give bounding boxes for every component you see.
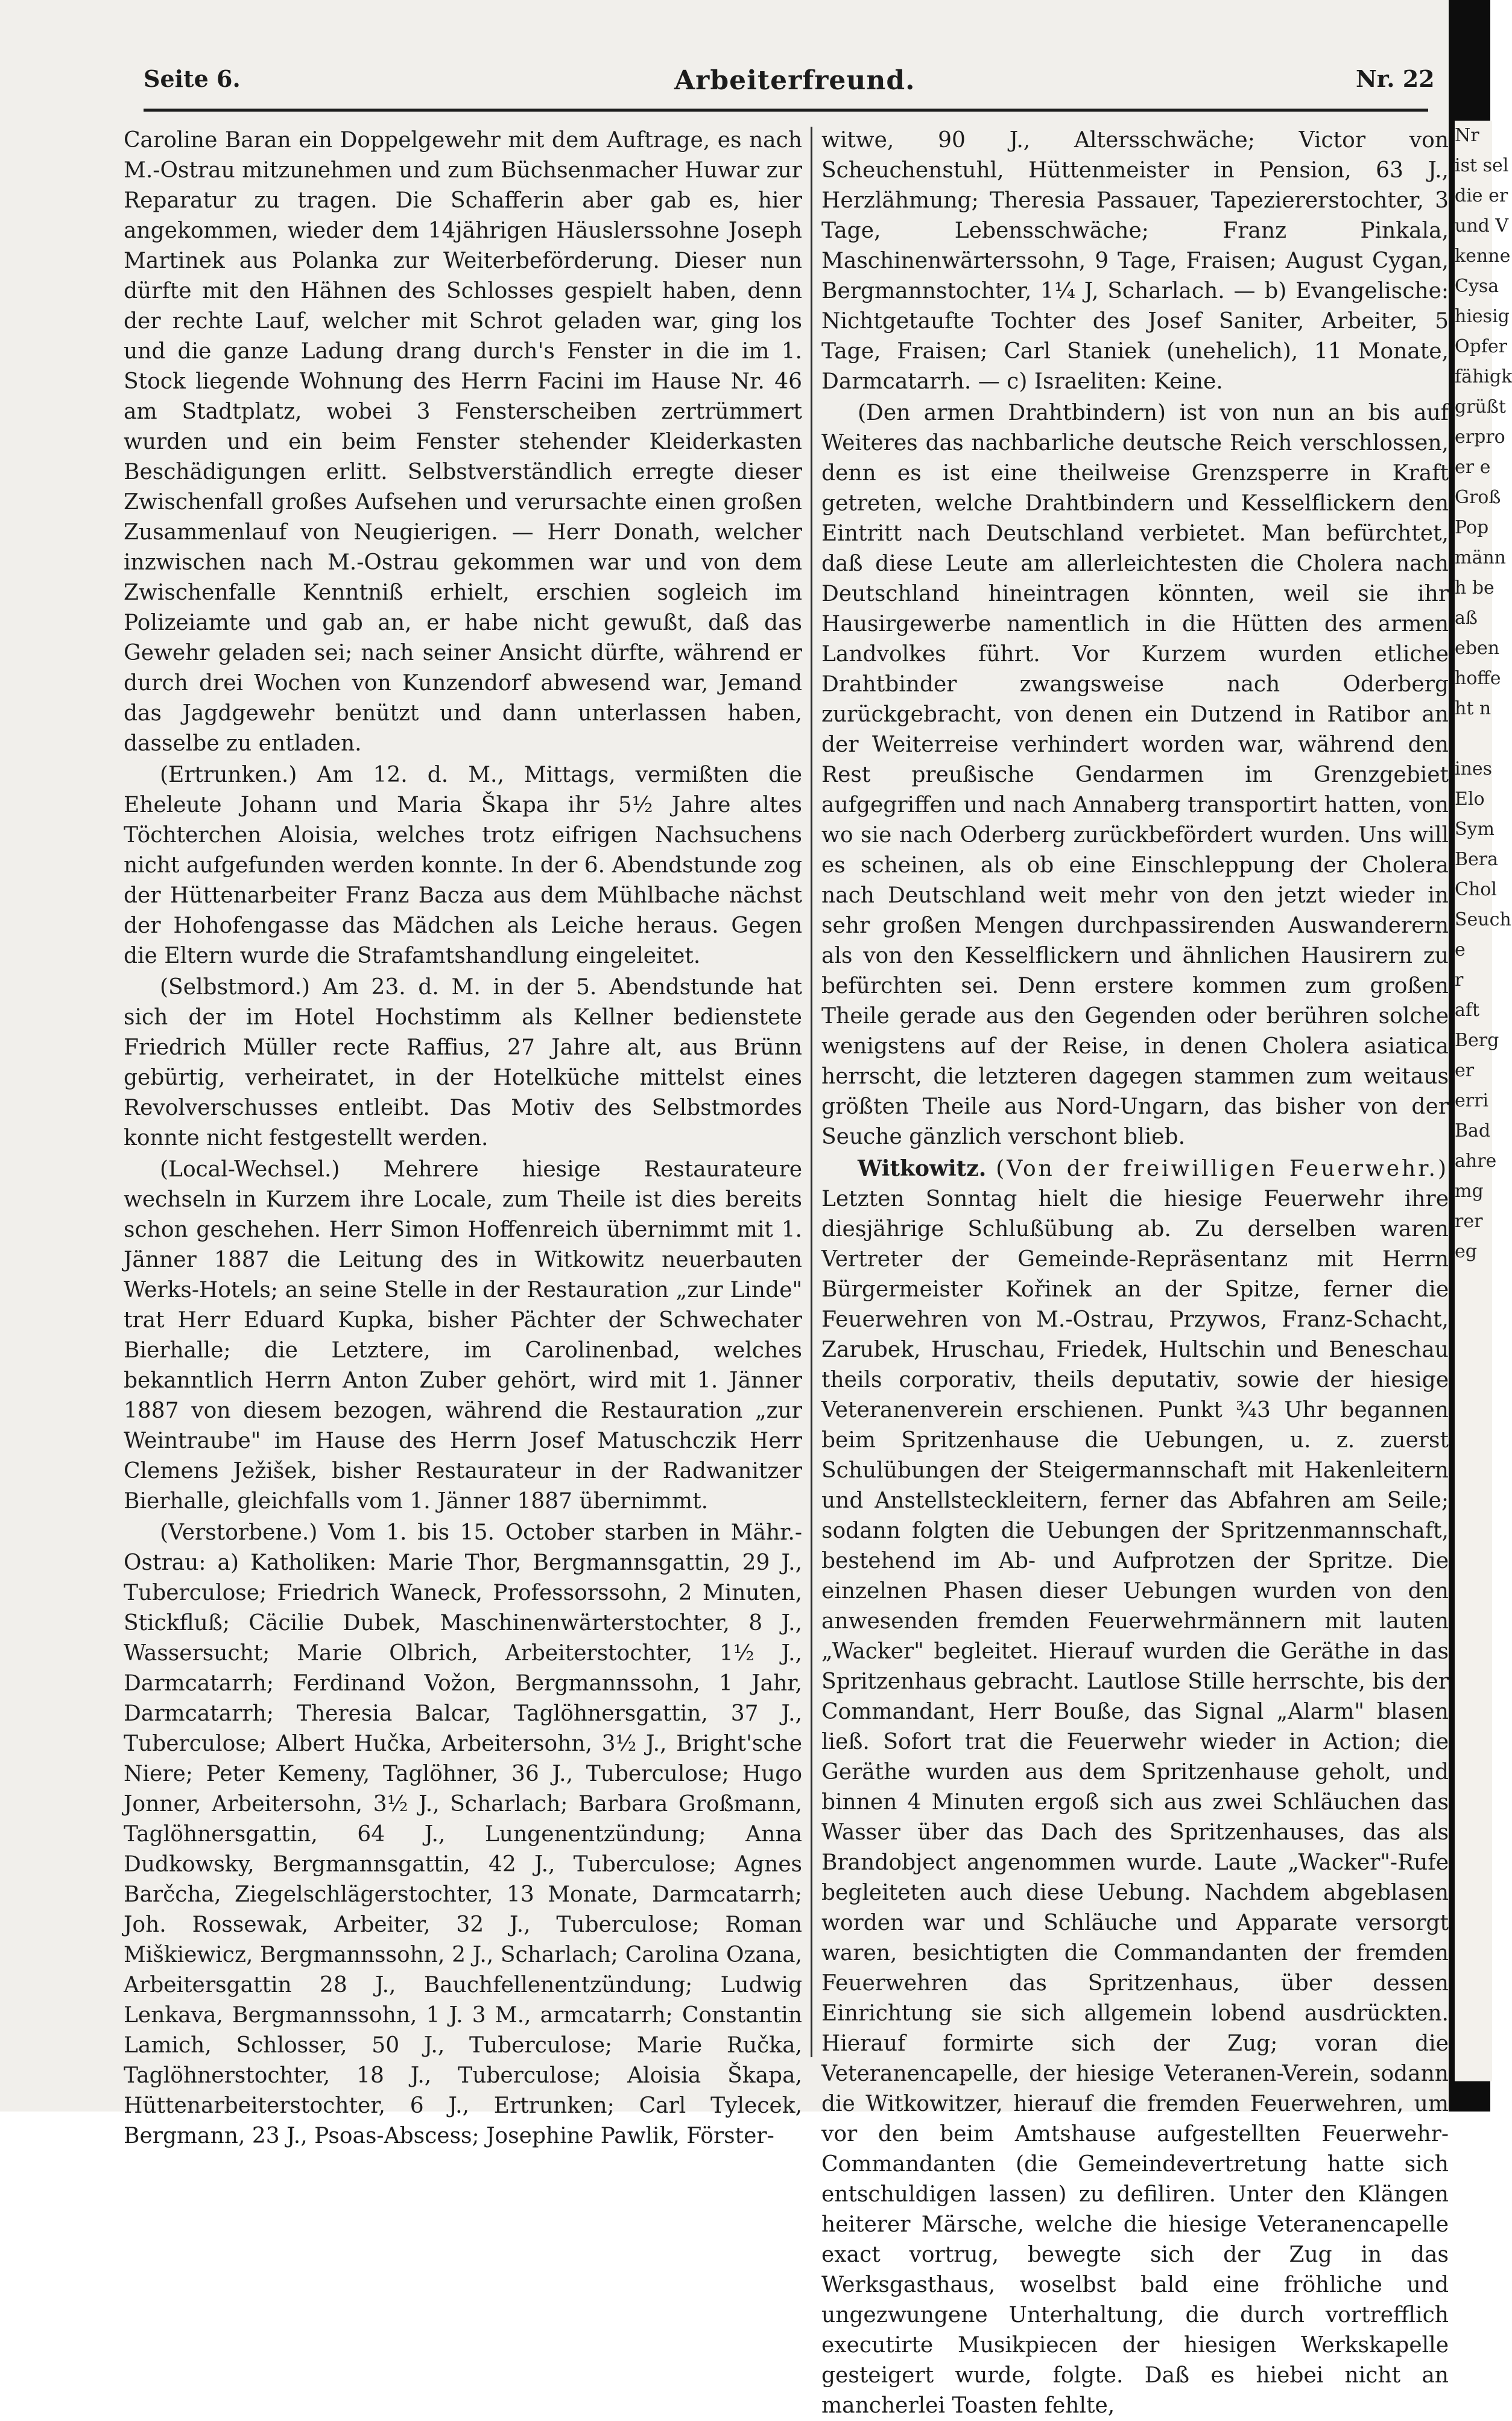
newspaper-title: Arbeiterfreund. [674, 65, 916, 96]
adjacent-page-strip [1455, 121, 1512, 2081]
article-paragraph: (Den armen Drahtbindern) ist von nun an bis auf Weiteres das nachbarliche deutsche Reich verschlossen, denn es ist eine theilweise Grenzsperre in Kraft getreten, welche Drahtbindern und Kesselflickern den Eintritt nach Deutschland verbietet. Man befürchtet, daß diese Leute am allerleichtesten die Cholera nach Deutschland hineintragen könnten, weil sie ihr Hausirgewerbe namentlich in die Hütten des armen Landvolkes führt. Vor Kurzem wurden etliche Drahtbinder zwangsweise nach Oderberg zurückgebracht, von denen ein Dutzend in Ratibor an der Weiterreise verhindert worden war, während den Rest preußische Gendarmen im Grenzgebiet aufgegriffen und nach Annaberg transportirt hatten, von wo sie nach Oderberg zurückbefördert wurden. Uns will es scheinen, als ob eine Einschleppung der Cholera nach Deutschland weit mehr von den jetzt wieder in sehr großen Mengen durchpassirenden Auswanderern als von den Kesselflickern und ähnlichen Hausirern zu befürchten sei. Denn erstere kommen zum großen Theile gerade aus den Gegenden oder berühren solche wenigstens auf der Reise, in denen Cholera asiatica herrscht, die letzteren dagegen stammen zum weitaus größten Theile aus Nord-Ungarn, das bisher von der Seuche gänzlich verschont blieb. [821, 401, 1449, 1149]
adjacent-page-fragment: Opfer [1455, 336, 1507, 357]
adjacent-page-fragment: Pop [1455, 517, 1489, 538]
column-divider [811, 127, 812, 2057]
page-number: Seite 6. [144, 65, 241, 92]
adjacent-page-fragment: die er [1455, 185, 1508, 206]
adjacent-page-fragment: eg [1455, 1241, 1477, 1262]
adjacent-page-fragment: h be [1455, 577, 1495, 598]
article-paragraph: (Verstorbene.) Vom 1. bis 15. October starben in Mähr.-Ostrau: a) Katholiken: Marie Thor, Bergmannsgattin, 29 J., Tuberculose; Friedrich Waneck, Professorssohn, 2 Minuten, Stickfluß; Cäcilie Dubek, Maschinenwärterstochter, 8 J., Wassersucht; Marie Olbrich, Arbeiterstochter, 1½ J., Darmcatarrh; Ferdinand Vožon, Bergmannssohn, 1 Jahr, Darmcatarrh; Theresia Balcar, Taglöhnersgattin, 37 J., Tuberculose; Albert Hučka, Arbeitersohn, 3½ J., Bright'sche Niere; Peter Kemeny, Taglöhner, 36 J., Tuberculose; Hugo Jonner, Arbeitersohn, 3½ J., Scharlach; Barbara Großmann, Taglöhnersgattin, 64 J., Lungenentzündung; Anna Dudkowsky, Bergmannsgattin, 42 J., Tuberculose; Agnes Barčcha, Ziegelschlägerstochter, 13 Monate, Darmcatarrh; Joh. Rossewak, Arbeiter, 32 J., Tuberculose; Roman Miškiewicz, Bergmannssohn, 2 J., Scharlach; Carolina Ozana, Arbeitersgattin 28 J., Bauchfellenentzündung; Ludwig Lenkava, Bergmannssohn, 1 J. 3 M., armcatarrh; Constantin Lamich, Schlosser, 50 J., Tuberculose; Marie Ručka, Taglöhnerstochter, 18 J., Tuberculose; Aloisia Škapa, Hüttenarbeiterstochter, 6 J., Ertrunken; Carl Tylecek, Bergmann, 23 J., Psoas-Abscess; Josephine Pawlik, Förster- [124, 1520, 802, 2148]
adjacent-page-fragment [1455, 724, 1492, 754]
adjacent-page-fragment: Chol [1455, 879, 1497, 900]
adjacent-page-fragment: rer [1455, 1211, 1483, 1232]
adjacent-page-fragment: erpro [1455, 427, 1505, 448]
adjacent-page-fragment: ines [1455, 758, 1493, 779]
witkowitz-article [821, 1153, 1449, 2421]
article-heading: (Von der freiwilligen Feuerwehr.) [996, 1157, 1449, 1181]
adjacent-page-fragment: eben [1455, 638, 1500, 659]
adjacent-page-fragment: ht n [1455, 698, 1491, 719]
page-header [144, 65, 1454, 107]
article-paragraph: (Selbstmord.) Am 23. d. M. in der 5. Abendstunde hat sich der im Hotel Hochstimm als Kellner bedienstete Friedrich Müller recte Raffius, 27 Jahre alt, aus Brünn gebürtig, verheiratet, in der Hotelküche mittelst eines Revolverschusses entleibt. Das Motiv des Selbstmordes konnte nicht festgestellt werden. [124, 975, 802, 1150]
adjacent-page-fragment: Nr [1455, 125, 1479, 146]
adjacent-page-fragment: hiesig [1455, 306, 1510, 327]
adjacent-page-fragment: Groß [1455, 487, 1501, 508]
adjacent-page-fragment: Bera [1455, 849, 1499, 870]
adjacent-page-fragment: ahre [1455, 1150, 1497, 1172]
adjacent-page-fragment: Elo [1455, 788, 1485, 810]
adjacent-page-fragment: aß [1455, 608, 1478, 629]
article-paragraph: (Local-Wechsel.) Mehrere hiesige Restaurateure wechseln in Kurzem ihre Locale, zum Theile ist dies bereits schon geschehen. Herr Simon Hoffenreich übernimmt mit 1. Jänner 1887 die Leitung des in Witkowitz neuerbauten Werks-Hotels; an seine Stelle in der Restauration „zur Linde" trat Herr Eduard Kupka, bisher Pächter der Schwechater Bierhalle; die Letztere, im Carolinenbad, welches bekanntlich Herrn Anton Zuber gehört, wird mit 1. Jänner 1887 von diesem bezogen, während die Restauration „zur Weintraube" im Hause des Herrn Josef Matuschczik Herr Clemens Ježišek, bisher Restaurateur in der Radwanitzer Bierhalle, gleichfalls vom 1. Jänner 1887 übernimmt. [124, 1157, 802, 1514]
adjacent-page-fragment: Cysa [1455, 276, 1499, 297]
adjacent-page-fragment: ist sel [1455, 155, 1509, 176]
article-paragraph: witwe, 90 J., Altersschwäche; Victor von Scheuchenstuhl, Hüttenmeister in Pension, 63 J., Herzlähmung; Theresia Passauer, Tapeziererstochter, 3 Tage, Lebensschwäche; Franz Pinkala, Maschinenwärterssohn, 9 Tage, Fraisen; August Cygan, Bergmannstochter, 1¼ J, Scharlach. — b) Evangelische: Nichtgetaufte Tochter des Josef Saniter, Arbeiter, 5 Tage, Fraisen; Carl Staniek (unehelich), 11 Monate, Darmcatarrh. — c) Israeliten: Keine. [821, 128, 1449, 394]
adjacent-page-fragment: mg [1455, 1181, 1484, 1202]
adjacent-page-fragment: erri [1455, 1090, 1489, 1111]
place-heading: Witkowitz. [858, 1156, 987, 1181]
article-paragraph: (Ertrunken.) Am 12. d. M., Mittags, vermißten die Eheleute Johann und Maria Škapa ihr 5½ Jahre altes Töchterchen Aloisia, welches trotz eifrigen Nachsuchens nicht aufgefunden werden konnte. In der 6. Abendstunde zog der Hüttenarbeiter Franz Bacza aus dem Mühlbache nächst der Hohofengasse das Mädchen als Leiche heraus. Gegen die Eltern wurde die Strafamtshandlung eingeleitet. [124, 763, 802, 968]
adjacent-page-fragment: Berg [1455, 1030, 1499, 1051]
adjacent-page-fragment: e [1455, 939, 1466, 960]
right-column [821, 125, 1449, 2418]
adjacent-page-fragment: er e [1455, 457, 1491, 478]
left-column [124, 125, 802, 2148]
adjacent-page-fragment: kenne [1455, 246, 1511, 267]
adjacent-page-fragment: er [1455, 1060, 1475, 1081]
adjacent-page-fragment: hoffe [1455, 668, 1501, 689]
adjacent-page-fragment: männ [1455, 547, 1506, 568]
adjacent-page-fragment: r [1455, 969, 1464, 991]
adjacent-page-fragment: grüßt [1455, 396, 1506, 417]
adjacent-page-fragment: aft [1455, 1000, 1480, 1021]
adjacent-page-fragment: Seuch [1455, 909, 1511, 930]
header-rule [144, 109, 1428, 112]
adjacent-page-fragment: fähigk [1455, 366, 1512, 387]
adjacent-page-fragment: und V [1455, 215, 1509, 236]
issue-number: Nr. 22 [1356, 65, 1435, 92]
article-body: Letzten Sonntag hielt die hiesige Feuerwehr ihre diesjährige Schlußübung ab. Zu derselben waren Vertreter der Gemeinde-Repräsentanz mit Herrn Bürgermeister Kořinek an der Spitze, ferner die Feuerwehren von M.-Ostrau, Przywos, Franz-Schacht, Zarubek, Hruschau, Friedek, Hultschin und Beneschau theils corporativ, theils deputativ, sowie der hiesige Veteranenverein erschienen. Punkt ¾3 Uhr begannen beim Spritzenhause die Uebungen, u. z. zuerst Schulübungen der Steigermannschaft mit Hakenleitern und Anstellsteckleitern, ferner das Abfahren am Seile; sodann folgten die Uebungen der Spritzenmannschaft, bestehend im Ab- und Aufprotzen der Spritze. Die einzelnen Phasen dieser Uebungen wurden von den anwesenden fremden Feuerwehrmännern mit lauten „Wacker" begleitet. Hierauf wurden die Geräthe in das Spritzenhaus gebracht. Lautlose Stille herrschte, bis der Commandant, Herr Bouße, das Signal „Alarm" blasen ließ. Sofort trat die Feuerwehr wieder in Action; die Geräthe wurden aus dem Spritzenhause geholt, und binnen 4 Minuten ergoß sich aus zwei Schläuchen das Wasser über das Dach des Spritzenhauses, das als Brandobject angenommen wurde. Laute „Wacker"-Rufe begleiteten auch diese Uebung. Nachdem abgeblasen worden war und Schläuche und Apparate versorgt waren, besichtigten die Commandanten der fremden Feuerwehren das Spritzenhaus, über dessen Einrichtung sie sich allgemein lobend ausdrückten. Hierauf formirte sich der Zug; voran die Veteranencapelle, der hiesige Veteranen-Verein, sodann die Witkowitzer, hierauf die fremden Feuerwehren, um vor den beim Amtshause aufgestellten Feuerwehr-Commandanten (die Gemeindevertretung hatte sich entschuldigen lassen) zu defiliren. Unter den Klängen heiterer Märsche, welche die hiesige Veteranencapelle exact vortrug, bewegte sich der Zug in das Werksgasthaus, woselbst bald eine fröhliche und ungezwungene Unterhaltung, die durch vortrefflich executirte Musikpiecen der hiesigen Werkskapelle gesteigert wurde, folgte. Daß es hiebei nicht an mancherlei Toasten fehlte, [821, 1187, 1449, 2418]
adjacent-page-fragment: Sym [1455, 819, 1495, 840]
article-paragraph: Caroline Baran ein Doppelgewehr mit dem Auftrage, es nach M.-Ostrau mitzunehmen und zum Büchsenmacher Huwar zur Reparatur zu tragen. Die Schafferin aber gab es, hier angekommen, wieder dem 14jährigen Häuslerssohne Joseph Martinek aus Polanka zur Weiterbeförderung. Dieser nun dürfte mit den Hähnen des Schlosses gespielt haben, denn der rechte Lauf, welcher mit Schrot geladen war, ging los und die ganze Ladung drang durch's Fenster in die im 1. Stock liegende Wohnung des Herrn Facini im Hause Nr. 46 am Stadtplatz, wobei 3 Fensterscheiben zertrümmert wurden und ein beim Fenster stehender Kleiderkasten Beschädigungen erlitt. Selbstverständlich erregte dieser Zwischenfall großes Aufsehen und verursachte einen großen Zusammenlauf von Neugierigen. — Herr Donath, welcher inzwischen nach M.-Ostrau gekommen war und von dem Zwischenfalle Kenntniß erhielt, erschien sogleich im Polizeiamte und gab an, er habe nicht gewußt, daß das Gewehr geladen sei; nach seiner Ansicht dürfte, während er durch drei Wochen von Kunzendorf abwesend war, Jemand das Jagdgewehr benützt und dann unterlassen haben, dasselbe zu entladen. [124, 128, 802, 756]
adjacent-page-fragment: Bad [1455, 1120, 1491, 1141]
